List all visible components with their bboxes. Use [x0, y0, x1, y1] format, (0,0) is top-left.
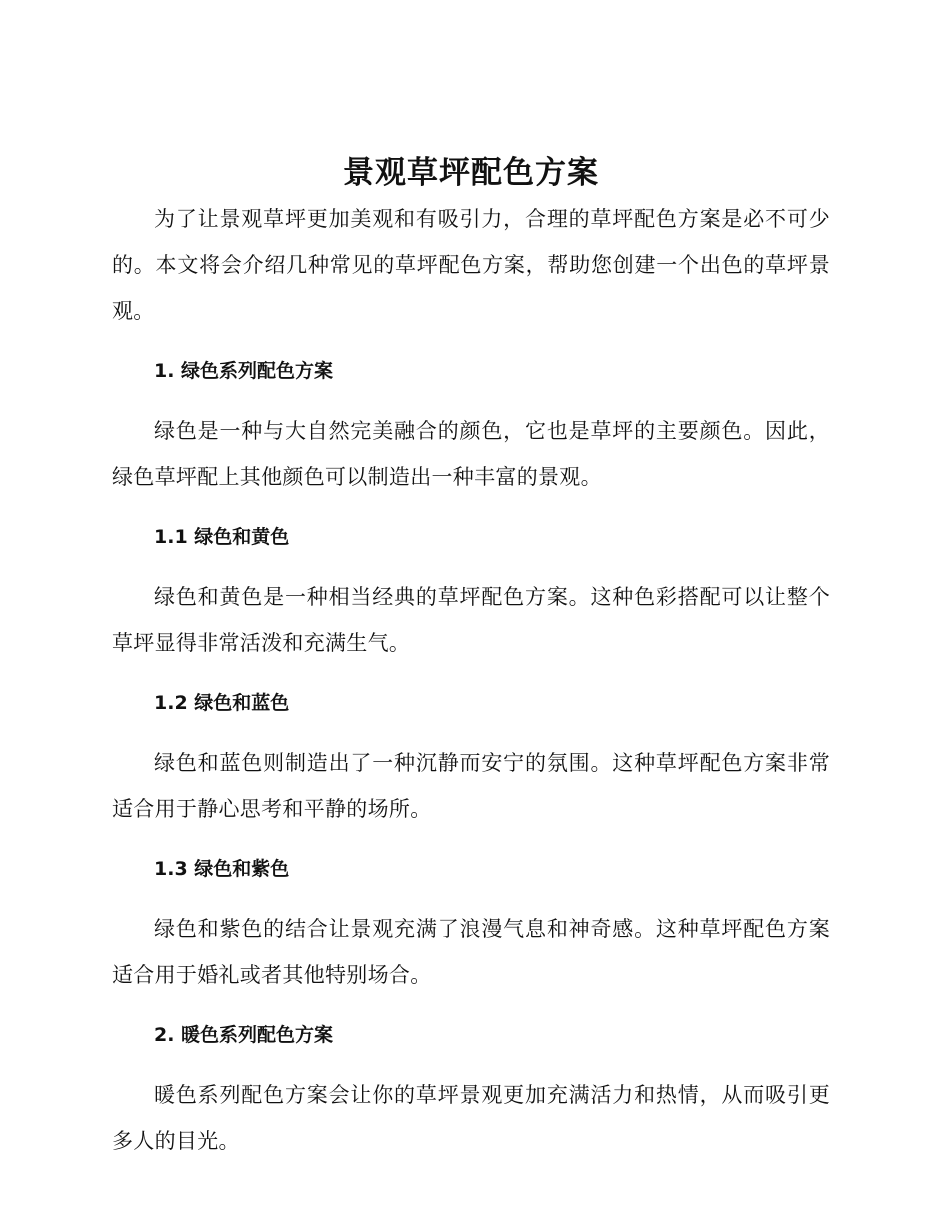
intro-paragraph: 为了让景观草坪更加美观和有吸引力，合理的草坪配色方案是必不可少的。本文将会介绍几种常见的草坪配色方案，帮助您创建一个出色的草坪景观。	[112, 207, 830, 323]
section-paragraph-green-blue: 绿色和蓝色则制造出了一种沉静而安宁的氛围。这种草坪配色方案非常适合用于静心思考和平静的场所。	[112, 751, 830, 821]
section-paragraph-green-series: 绿色是一种与大自然完美融合的颜色，它也是草坪的主要颜色。因此，绿色草坪配上其他颜色可以制造出一种丰富的景观。	[112, 419, 830, 489]
section-heading-green-blue: 1.2 绿色和蓝色	[154, 692, 290, 714]
section-paragraph-green-purple: 绿色和紫色的结合让景观充满了浪漫气息和神奇感。这种草坪配色方案适合用于婚礼或者其他特别场合。	[112, 917, 830, 987]
section-heading-warm-series: 2. 暖色系列配色方案	[154, 1024, 334, 1046]
document-title: 景观草坪配色方案	[343, 155, 599, 191]
section-heading-green-yellow: 1.1 绿色和黄色	[154, 526, 290, 548]
section-paragraph-warm-series: 暖色系列配色方案会让你的草坪景观更加充满活力和热情，从而吸引更多人的目光。	[112, 1083, 830, 1153]
section-paragraph-green-yellow: 绿色和黄色是一种相当经典的草坪配色方案。这种色彩搭配可以让整个草坪显得非常活泼和充满生气。	[112, 585, 830, 655]
section-heading-green-purple: 1.3 绿色和紫色	[154, 858, 290, 880]
document-body	[112, 150, 830, 1164]
section-heading-green-series: 1. 绿色系列配色方案	[154, 360, 334, 382]
